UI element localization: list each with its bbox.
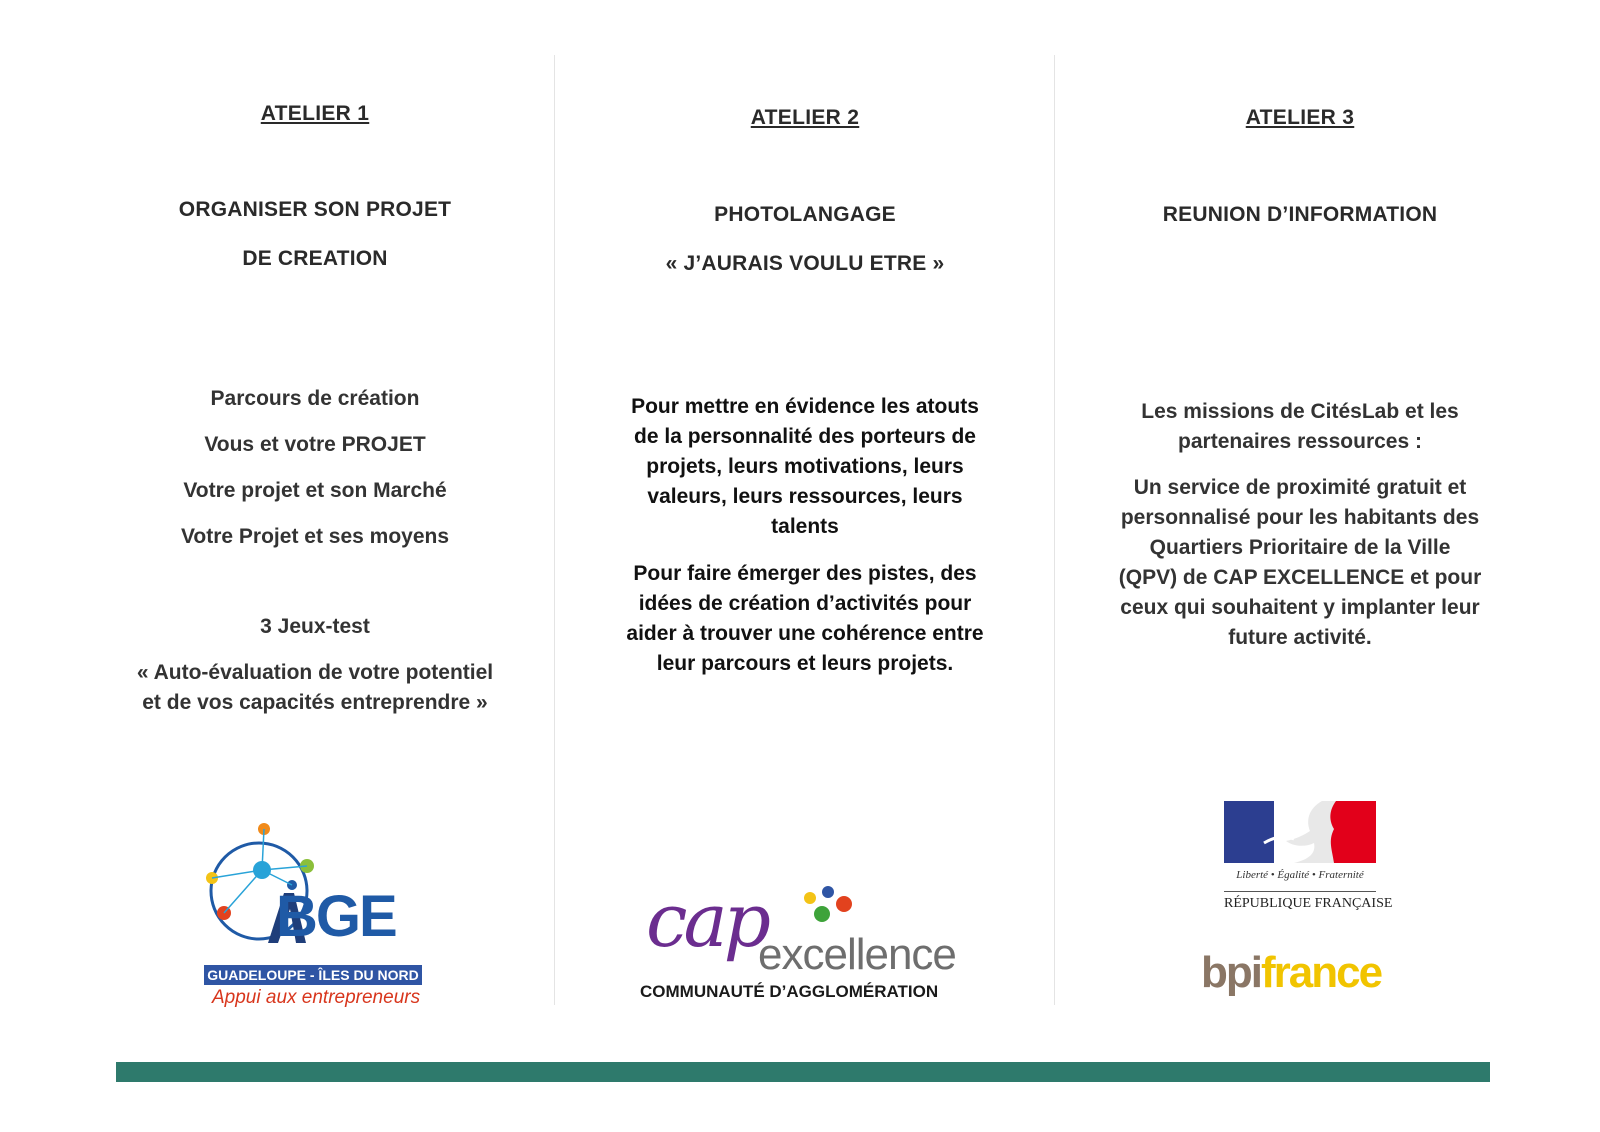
paragraph-line: projets, leurs motivations, leurs [646, 455, 964, 478]
atelier-1-item: Parcours de création [210, 387, 420, 410]
paragraph-line: valeurs, leurs ressources, leurs [647, 485, 963, 508]
cap-excellence-logo-icon [800, 884, 860, 934]
atelier-2-heading: ATELIER 2 [750, 106, 860, 129]
paragraph-line: Pour faire émerger des pistes, des [633, 562, 977, 585]
cap-excellence-logo [640, 878, 970, 1005]
rf-motto: Liberté • Égalité • Fraternité [1236, 869, 1364, 881]
bge-logo [204, 823, 434, 1008]
paragraph-line: idées de création d’activités pour [638, 592, 972, 615]
paragraph-line: personnalisé pour les habitants des [1120, 506, 1480, 529]
atelier-1-title-line-2: DE CREATION [242, 247, 388, 270]
paragraph-line: talents [771, 515, 839, 538]
rf-name: RÉPUBLIQUE FRANÇAISE [1224, 891, 1376, 912]
bge-name: BGE [276, 884, 396, 949]
republique-francaise-logo [1224, 801, 1393, 913]
atelier-1-heading: ATELIER 1 [260, 102, 370, 125]
cap-word: cap [646, 878, 767, 964]
paragraph-line: future activité. [1228, 626, 1372, 649]
atelier-2-title-line-2: « J’AURAIS VOULU ETRE » [665, 252, 945, 275]
atelier-3-heading: ATELIER 3 [1245, 106, 1355, 129]
atelier-2-title-line-1: PHOTOLANGAGE [714, 203, 896, 226]
paragraph-line: leur parcours et leurs projets. [656, 652, 954, 675]
atelier-2-column [560, 0, 1050, 1132]
cap-community-label: COMMUNAUTÉ D’AGGLOMÉRATION [640, 982, 939, 1001]
paragraph-line: Pour mettre en évidence les atouts [631, 395, 979, 418]
jeux-test-desc-line-1: « Auto-évaluation de votre potentiel [136, 661, 494, 684]
atelier-2-paragraph-1 [600, 392, 1010, 542]
bge-tagline: Appui aux entrepreneurs [212, 987, 421, 1008]
jeux-test-desc-line-2: et de vos capacités entreprendre » [142, 691, 488, 714]
atelier-3-paragraph-2 [1095, 473, 1505, 653]
bpifrance-logo [1201, 948, 1381, 998]
paragraph-line: ceux qui souhaitent y implanter leur [1120, 596, 1480, 619]
paragraph-line: (QPV) de CAP EXCELLENCE et pour [1118, 566, 1482, 589]
bge-region-band: GUADELOUPE - ÎLES DU NORD [204, 965, 422, 985]
paragraph-line: Quartiers Prioritaire de la Ville [1149, 536, 1451, 559]
france-part: france [1260, 948, 1382, 997]
atelier-3-title-line-1: REUNION D’INFORMATION [1162, 203, 1438, 226]
atelier-3-paragraph-1 [1095, 397, 1505, 457]
footer-band [116, 1062, 1490, 1082]
marianne-logo-icon [1224, 801, 1376, 863]
cap-excellence-word: excellence [758, 930, 956, 979]
atelier-2-paragraph-2 [600, 559, 1010, 679]
atelier-1-column [75, 0, 555, 1132]
atelier-1-item: Votre projet et son Marché [183, 479, 447, 502]
paragraph-line: Un service de proximité gratuit et [1133, 476, 1467, 499]
jeux-test-title: 3 Jeux-test [260, 615, 370, 638]
atelier-1-item: Vous et votre PROJET [204, 433, 426, 456]
bpi-part: bpi [1201, 948, 1261, 997]
atelier-3-column [1055, 0, 1545, 1132]
paragraph-line: de la personnalité des porteurs de [634, 425, 976, 448]
paragraph-line: partenaires ressources : [1178, 430, 1422, 453]
paragraph-line: aider à trouver une cohérence entre [626, 622, 984, 645]
atelier-1-item: Votre Projet et ses moyens [180, 525, 450, 548]
paragraph-line: Les missions de CitésLab et les [1141, 400, 1459, 423]
atelier-1-title-line-1: ORGANISER SON PROJET [178, 198, 452, 221]
